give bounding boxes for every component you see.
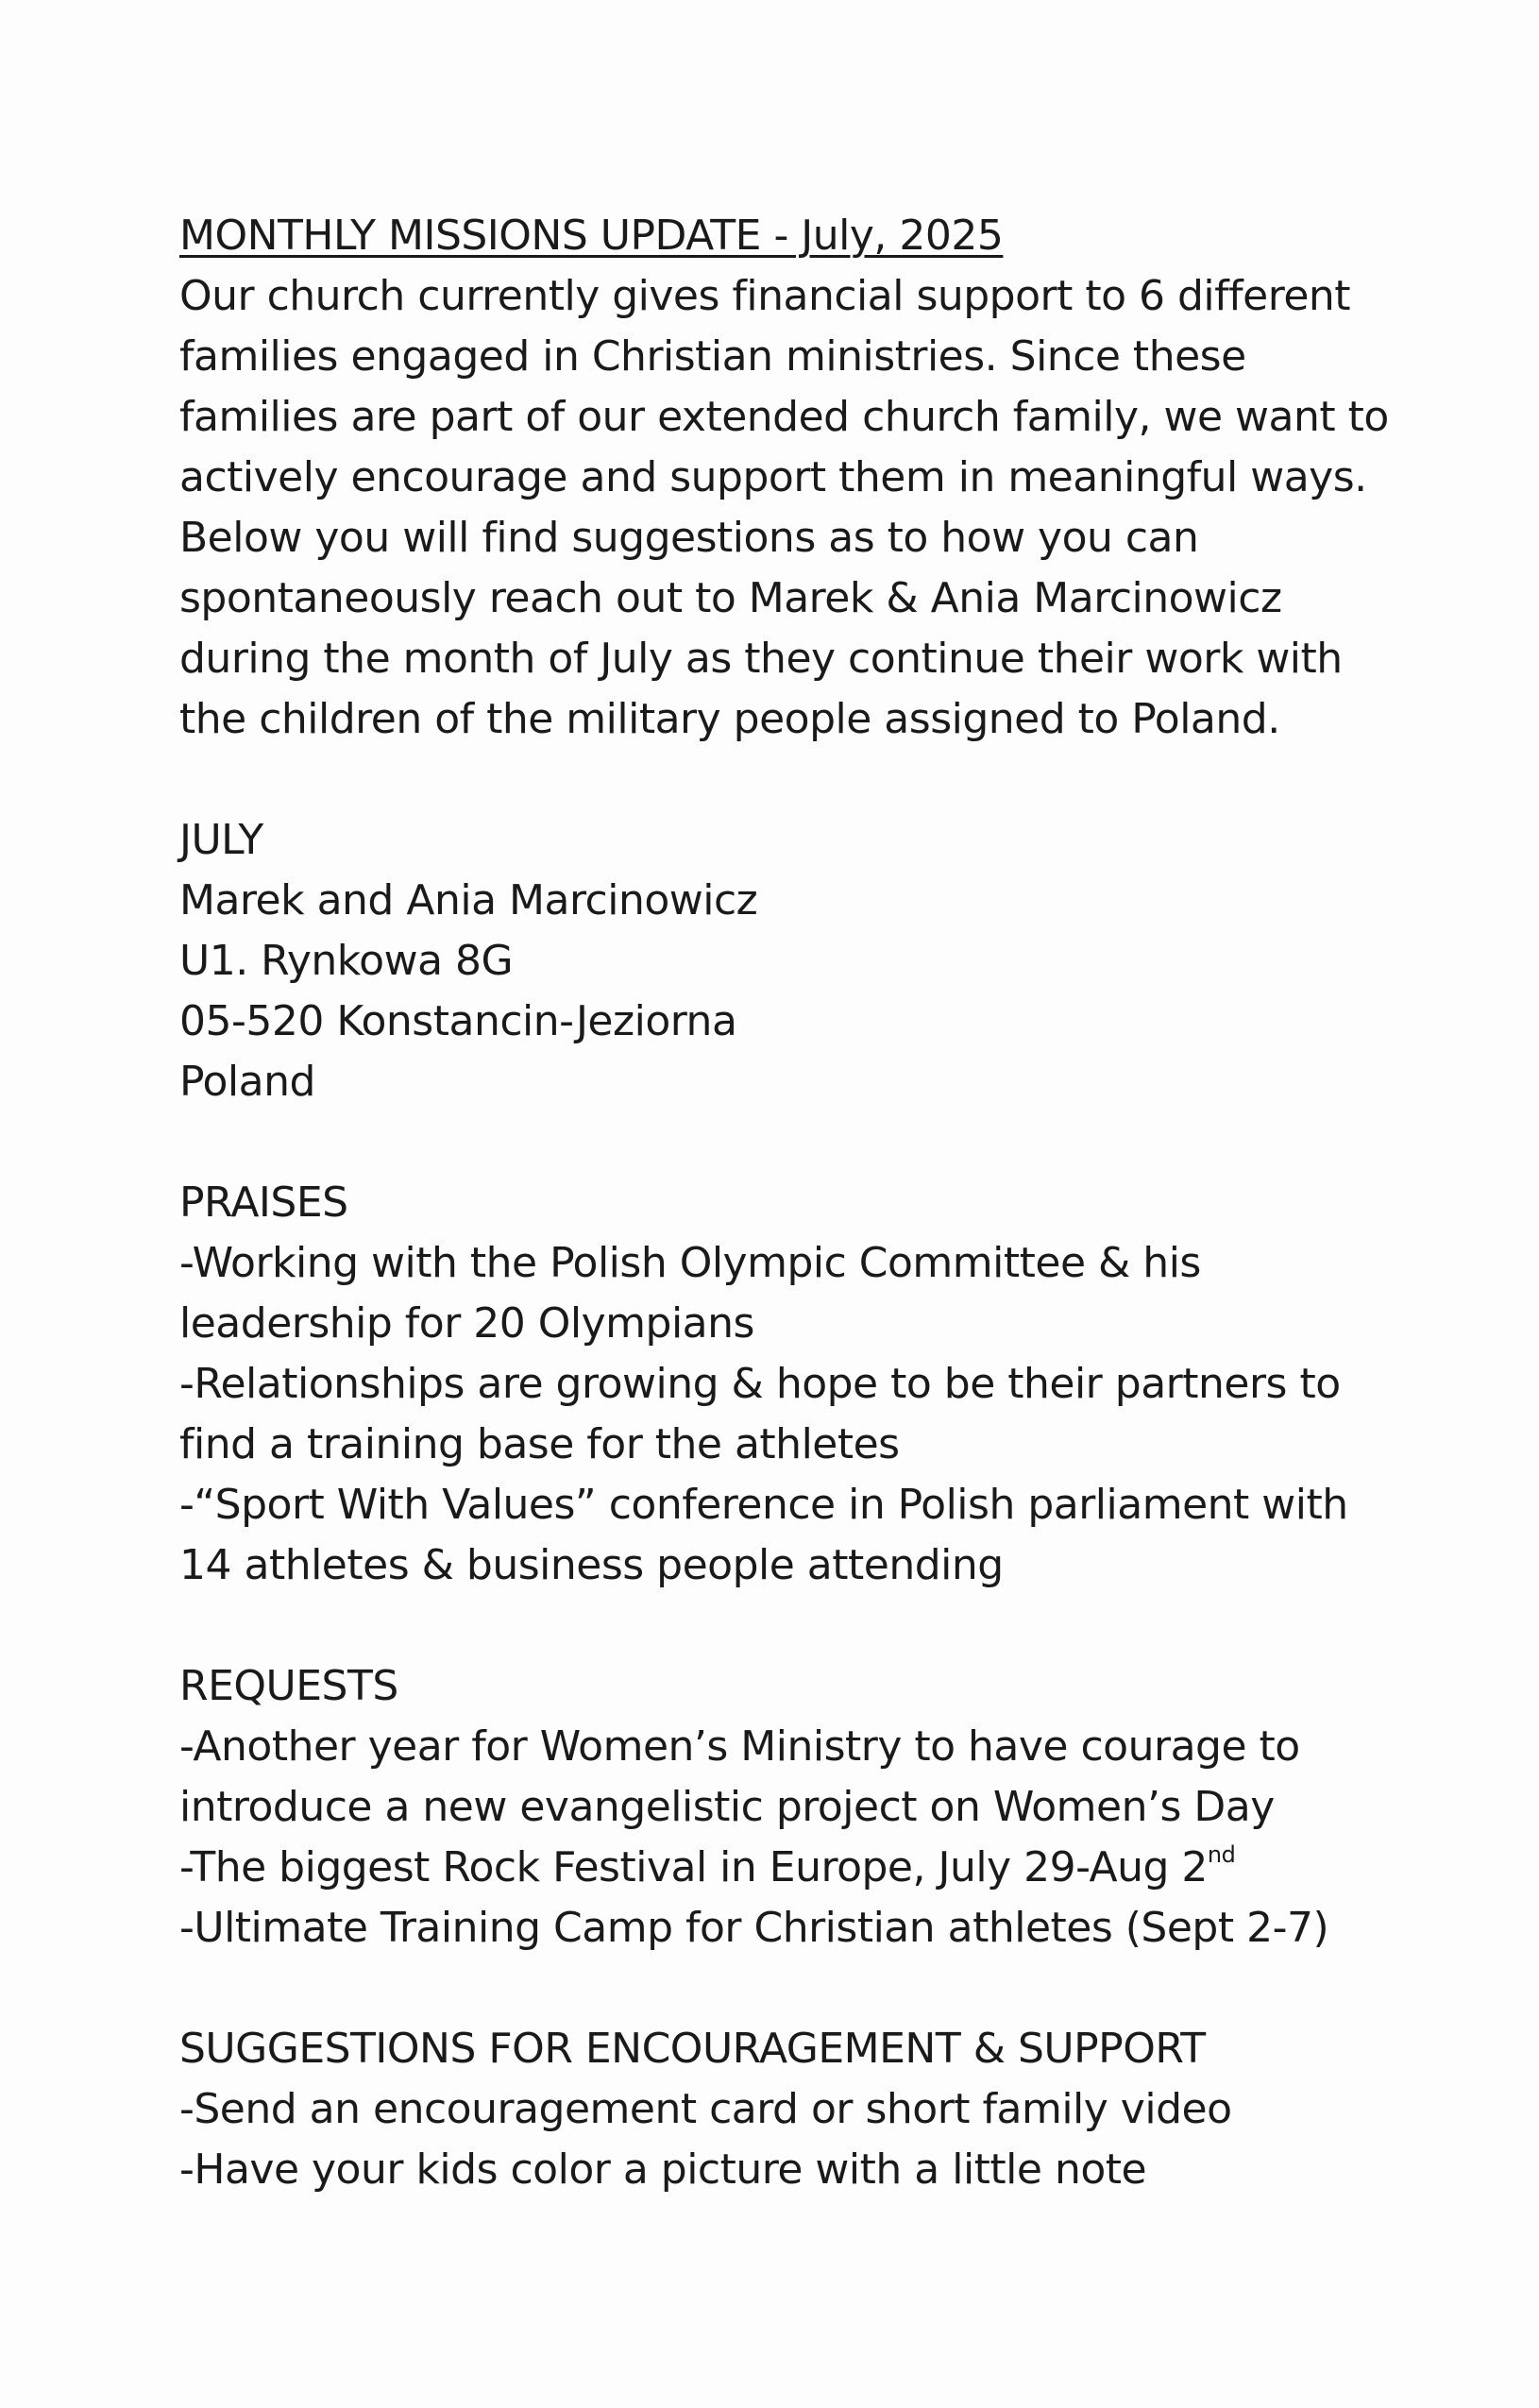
page-title: MONTHLY MISSIONS UPDATE - July, 2025 — [179, 212, 1004, 260]
praise-line: 14 athletes & business people attending — [179, 1541, 1004, 1589]
praise-line: -Relationships are growing & hope to be their partners to — [179, 1360, 1341, 1408]
ordinal-suffix: nd — [1207, 1841, 1236, 1868]
praise-line: leadership for 20 Olympians — [179, 1299, 754, 1348]
intro-line: families are part of our extended church family, we want to — [179, 393, 1389, 441]
intro-line: families engaged in Christian ministries. Since these — [179, 332, 1246, 381]
intro-line: actively encourage and support them in meaningful ways. — [179, 453, 1367, 501]
praise-line: -“Sport With Values” conference in Polish parliament with — [179, 1481, 1348, 1529]
requests-section — [179, 1656, 1426, 1959]
praise-line: -Working with the Polish Olympic Committee & his — [179, 1239, 1201, 1287]
address-line: 05-520 Konstancin-Jeziorna — [179, 997, 737, 1045]
intro-line: Below you will find suggestions as to how you can — [179, 514, 1199, 562]
intro-line: spontaneously reach out to Marek & Ania Marcinowicz — [179, 574, 1282, 622]
praises-section — [179, 1173, 1426, 1596]
request-line-text: -The biggest Rock Festival in Europe, July 29-Aug 2 — [179, 1843, 1208, 1891]
suggestions-section — [179, 2019, 1426, 2200]
suggestion-line: -Send an encouragement card or short family video — [179, 2085, 1232, 2133]
address-line: U1. Rynkowa 8G — [179, 937, 514, 985]
request-line: introduce a new evangelistic project on Women’s Day — [179, 1783, 1275, 1831]
month-section — [179, 810, 1426, 1112]
address-line: Marek and Ania Marcinowicz — [179, 876, 758, 924]
praise-line: find a training base for the athletes — [179, 1420, 900, 1468]
intro-line: during the month of July as they continue their work with — [179, 635, 1343, 683]
address-line: Poland — [179, 1058, 315, 1106]
request-line: -Ultimate Training Camp for Christian athletes (Sept 2-7) — [179, 1904, 1329, 1952]
request-line: -Another year for Women’s Ministry to have courage to — [179, 1722, 1300, 1771]
suggestion-line: -Have your kids color a picture with a little note — [179, 2145, 1147, 2194]
request-line — [179, 1838, 1426, 1898]
month-heading: JULY — [179, 816, 263, 864]
praises-heading: PRAISES — [179, 1179, 348, 1227]
suggestions-heading: SUGGESTIONS FOR ENCOURAGEMENT & SUPPORT — [179, 2025, 1206, 2073]
intro-line: Our church currently gives financial support to 6 different — [179, 272, 1351, 320]
intro-line: the children of the military people assigned to Poland. — [179, 695, 1280, 743]
intro-paragraph — [179, 266, 1426, 750]
requests-heading: REQUESTS — [179, 1662, 398, 1710]
document-body — [179, 206, 1426, 2200]
